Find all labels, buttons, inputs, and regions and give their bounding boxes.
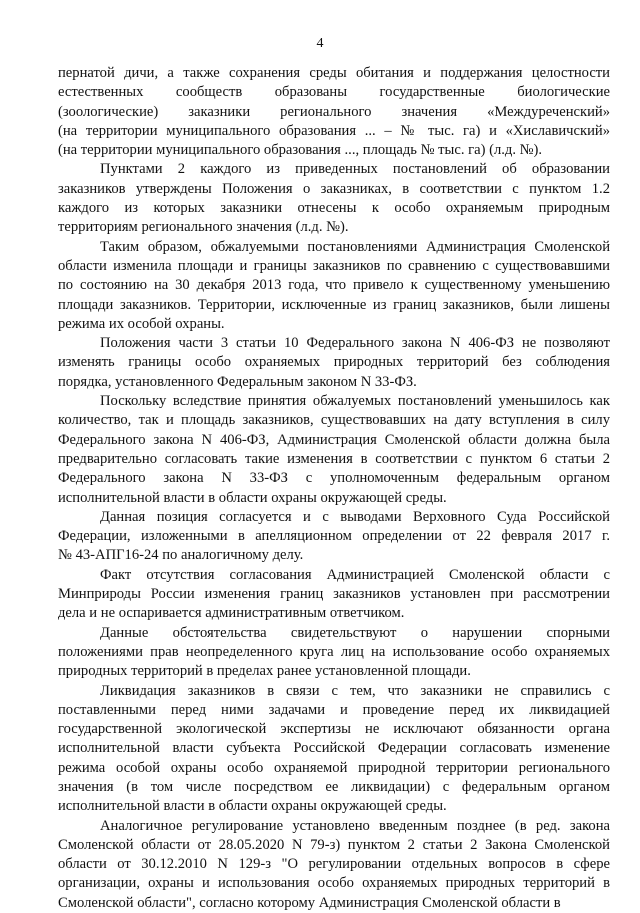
paragraph-line: государственной экологической экспертизы не исключают обязанности органа (58, 721, 610, 738)
paragraph-line: исполнительной власти в области охраны окружающей среды. (58, 798, 447, 815)
paragraph (58, 682, 610, 817)
paragraph-line: поставленными перед ними задачами и проведение перед их ликвидацией (58, 701, 610, 718)
paragraph-line: (на территории муниципального образования ... – № тыс. га) и «Хиславичский» (58, 122, 610, 139)
paragraph-line: предварительно согласовать такие изменения в соответствии с пунктом 6 статьи 2 (58, 450, 610, 467)
paragraph-line: Факт отсутствия согласования Администрацией Смоленской области с (100, 566, 610, 583)
paragraph-line: области от 30.12.2010 N 129-з "О регулировании отдельных вопросов в сфере (58, 856, 610, 873)
paragraph-line: значения (в том числе посредством ее ликвидации) с федеральным органом (58, 778, 610, 795)
paragraph-line: изменять границы особо охраняемых природных территорий без соблюдения (58, 354, 610, 371)
paragraph-line: режима их особой охраны. (58, 315, 225, 332)
paragraph-line: исполнительной власти в области охраны окружающей среды. (58, 489, 447, 506)
paragraph-line: природных территорий в пределах ранее установленной площади. (58, 663, 471, 680)
paragraph-line: Таким образом, обжалуемыми постановлениями Администрация Смоленской (100, 238, 610, 255)
paragraph-line: Данная позиция согласуется и с выводами Верховного Суда Российской (100, 508, 610, 525)
page-number: 4 (316, 36, 324, 51)
paragraph (58, 64, 610, 160)
paragraph-line: № 43-АПГ16-24 по аналогичному делу. (58, 547, 304, 564)
paragraph-line: каждого из которых заказники отнесены к особо охраняемым природным (58, 200, 610, 217)
paragraph-line: дела и не оспаривается административным ответчиком. (58, 605, 405, 622)
paragraph-line: порядка, установленного Федеральным законом N 33-ФЗ. (58, 373, 417, 390)
paragraph-line: Пунктами 2 каждого из приведенных постановлений об образовании (100, 161, 610, 178)
paragraph (58, 817, 610, 913)
paragraph-line: Смоленской области", согласно которому Администрация Смоленской области в (58, 894, 561, 911)
paragraph (58, 624, 610, 682)
paragraph-line: (на территории муниципального образования ..., площадь № тыс. га) (л.д. №). (58, 142, 543, 159)
paragraph-line: Минприроды России изменения границ заказников установлен при рассмотрении (58, 586, 610, 603)
paragraph-line: положениями прав неопределенного круга лиц на использование особо охраняемых (58, 643, 610, 660)
paragraph-line: (зоологические) заказники регионального значения «Междуреченский» (58, 103, 610, 120)
paragraph (58, 392, 610, 508)
paragraph-line: Смоленской области от 28.05.2020 N 79-з) пунктом 2 статьи 2 Закона Смоленской (58, 836, 610, 853)
paragraph-line: исполнительной власти субъекта Российской Федерации согласовать изменение (58, 740, 610, 757)
paragraph-line: Аналогичное регулирование установлено введенным позднее (в ред. закона (100, 817, 610, 834)
document-body (58, 64, 610, 913)
paragraph-line: организации, охраны и использования особо охраняемых природных территорий в (58, 875, 610, 892)
paragraph-line: режима особой охраны особо охраняемой природной территории регионального (58, 759, 610, 776)
paragraph-line: количество, так и площадь заказников, существовавших на дату вступления в силу (58, 412, 610, 429)
paragraph-line: Поскольку вследствие принятия обжалуемых постановлений уменьшилось как (100, 393, 610, 410)
paragraph (58, 238, 610, 334)
paragraph-line: пернатой дичи, а также сохранения среды обитания и поддержания целостности (58, 65, 610, 81)
paragraph-line: территориям регионального значения (л.д. №). (58, 219, 349, 236)
paragraph-line: Положения части 3 статьи 10 Федерального закона N 406-ФЗ не позволяют (100, 335, 610, 352)
paragraph (58, 566, 610, 624)
paragraph-line: естественных сообществ образованы государственные биологические (58, 84, 610, 101)
paragraph-line: Федерального закона N 33-ФЗ с уполномоченным федеральным органом (58, 470, 610, 487)
paragraph (58, 508, 610, 566)
paragraph-line: Федерального закона N 406-ФЗ, Администрация Смоленской области должна была (58, 431, 610, 448)
paragraph-line: Данные обстоятельства свидетельствуют о нарушении спорными (100, 624, 610, 641)
paragraph-line: заказников утверждены Положения о заказниках, в соответствии с пунктом 1.2 (58, 180, 610, 197)
paragraph-line: площади заказников. Территории, исключенные из границ заказников, были лишены (58, 296, 610, 313)
paragraph-line: области изменила площади и границы заказников по сравнению с существовавшими (58, 257, 610, 274)
paragraph-line: по состоянию на 30 декабря 2013 года, что привело к существенному уменьшению (58, 277, 610, 294)
paragraph (58, 334, 610, 392)
paragraph-line: Ликвидация заказников в связи с тем, что заказники не справились с (100, 682, 610, 699)
paragraph (58, 160, 610, 237)
paragraph-line: Федерации, изложенными в апелляционном определении от 22 февраля 2017 г. (58, 528, 610, 545)
